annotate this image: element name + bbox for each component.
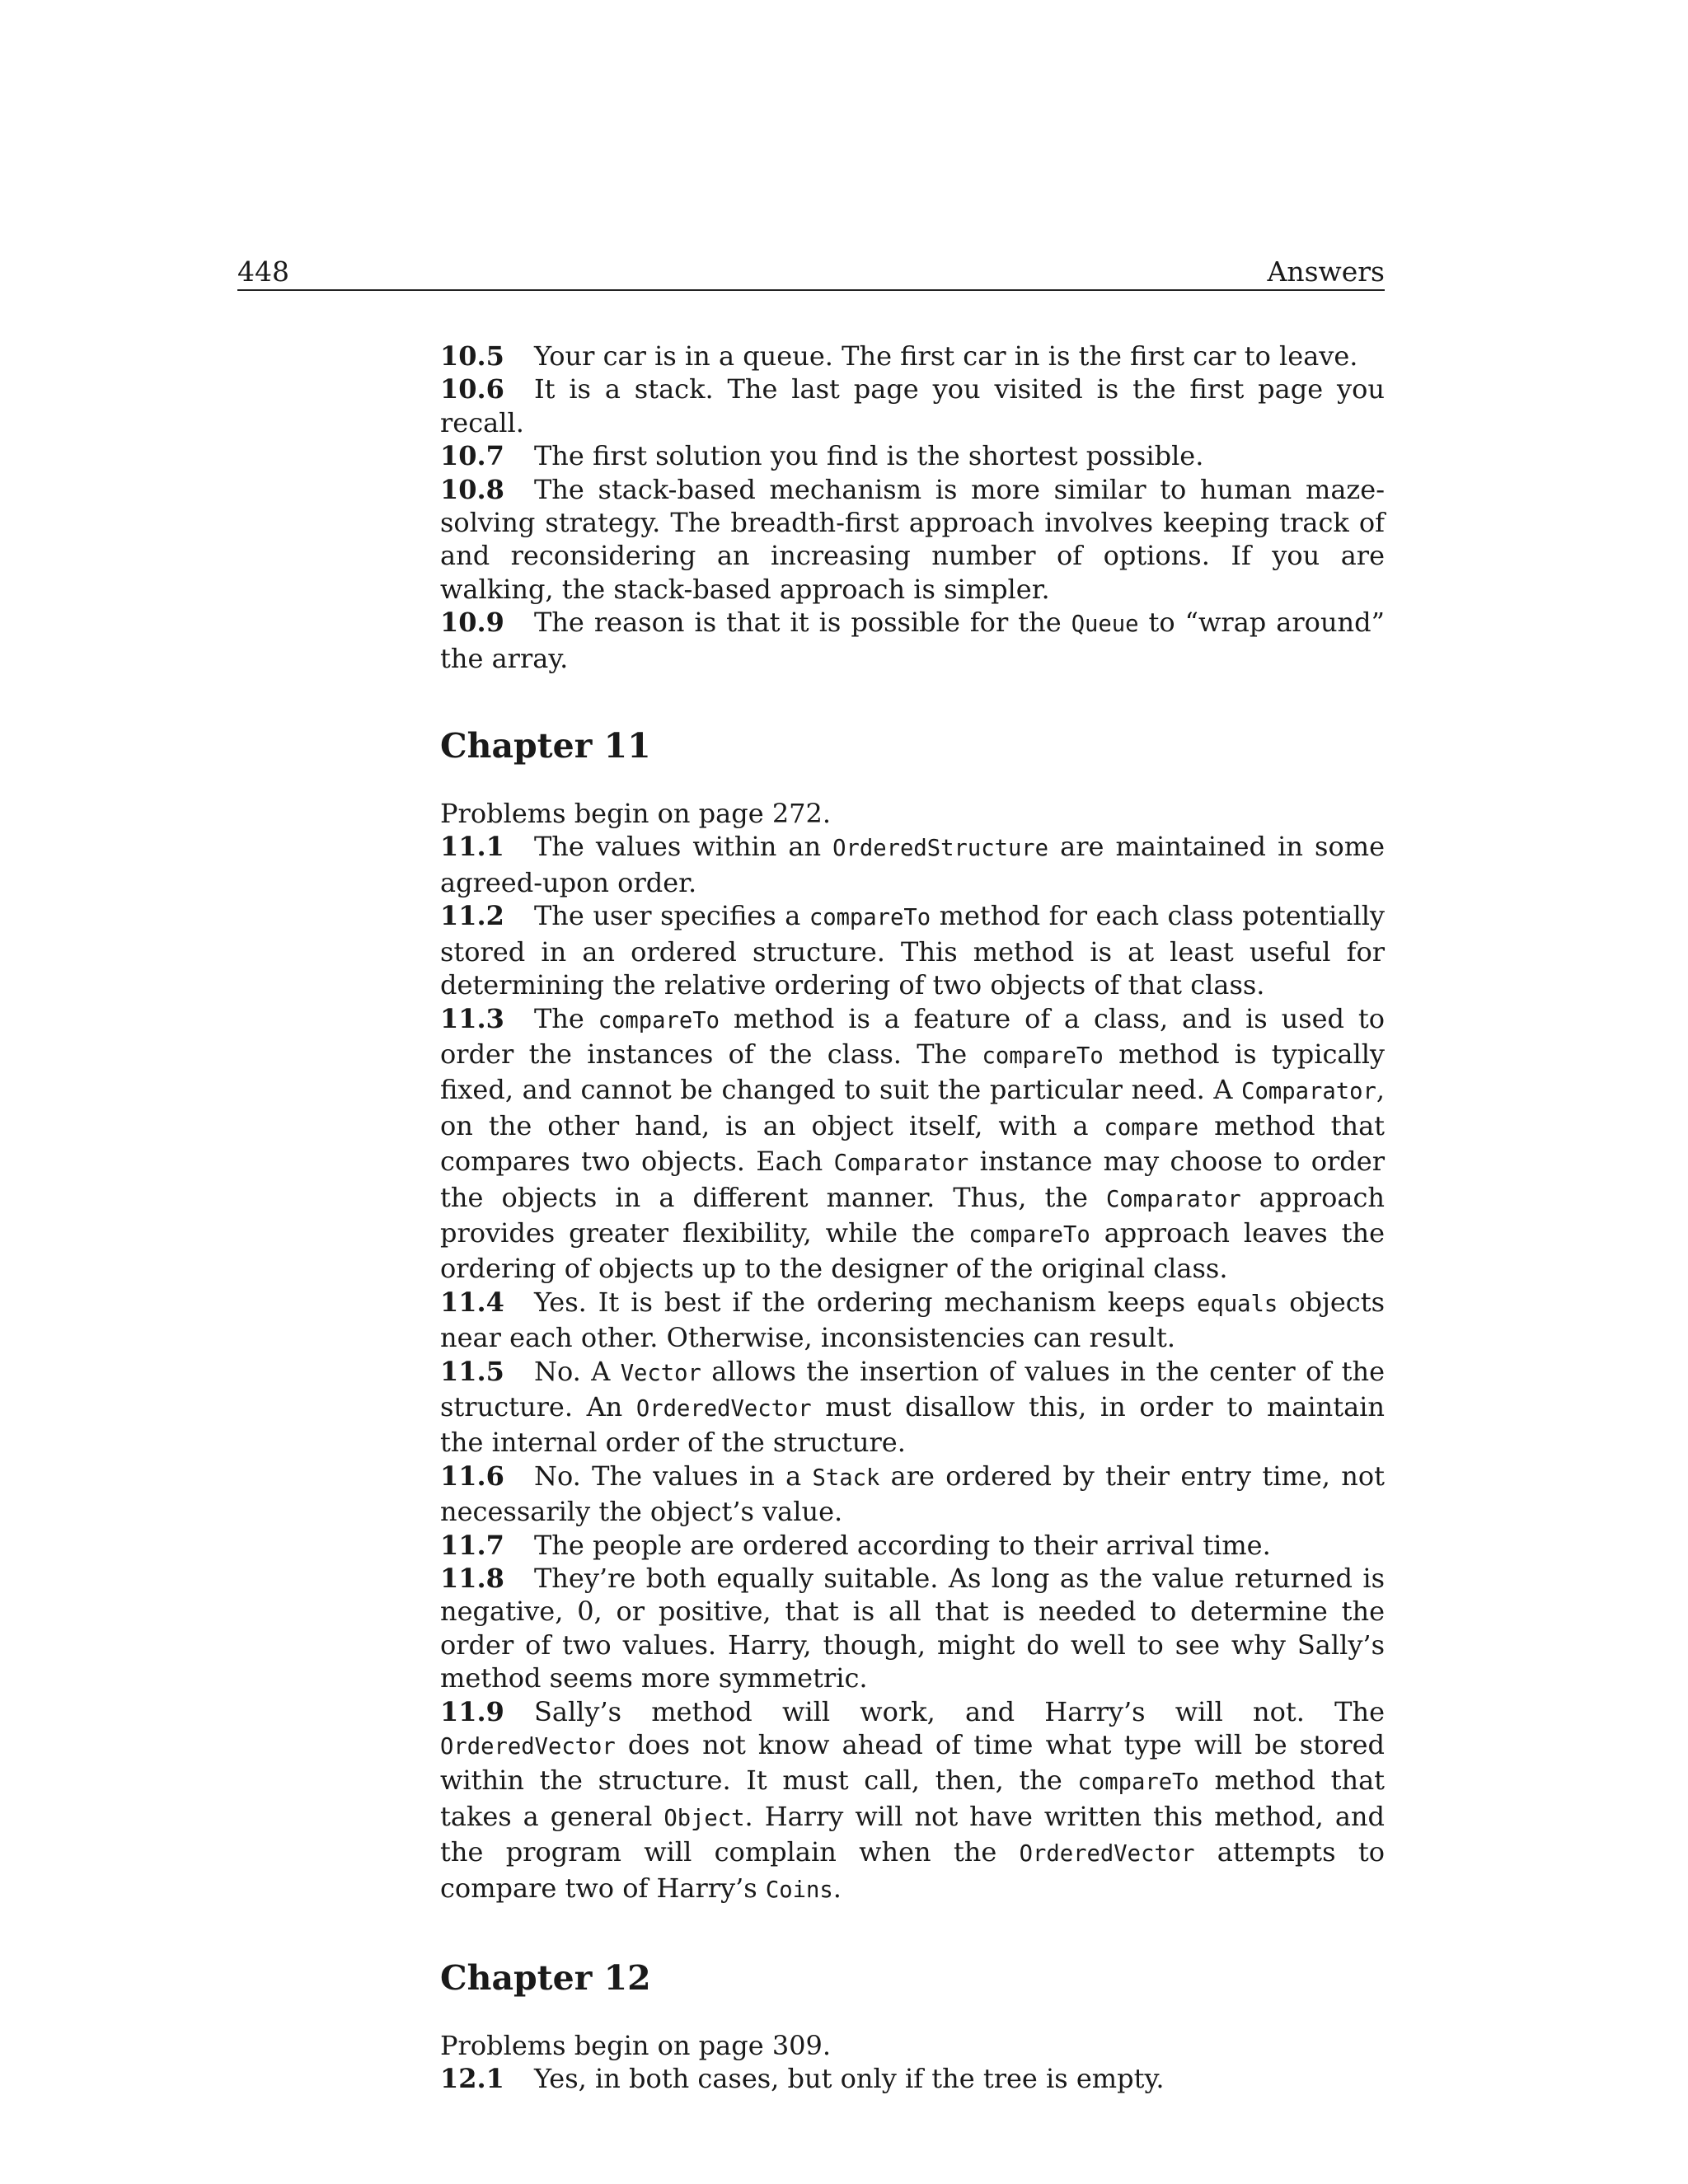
page-body [440,340,1385,2096]
code-term: equals [1197,1291,1278,1317]
code-term: OrderedStructure [832,836,1049,862]
answer-text: are ordered by their entry time, not necessarily the object’s value. [440,1460,1386,1528]
page-number: 448 [237,255,289,288]
answer-text: The first solution you find is the shortest possible. [533,440,1204,472]
code-term: compareTo [598,1007,720,1033]
chapter-title: Chapter 11 [440,726,651,766]
code-term: Comparator [1106,1186,1241,1212]
answer-text: The people are ordered according to their arrival time. [533,1529,1271,1561]
header-rule [237,289,1385,291]
answer-11-4 [440,1286,1385,1355]
answer-text: Yes, in both cases, but only if the tree is empty. [533,2063,1165,2095]
answer-text: method for each class potentially stored in an ordered structure. This method is at least useful for determining the relative ordering of two objects of that class. [440,900,1386,1001]
code-term: Coins [765,1877,833,1903]
answer-12-1 [440,2062,1385,2095]
answer-10-8 [440,473,1385,607]
answer-text: . Harry will not have written this method, and the program will complain when the [440,1800,1386,1868]
answer-number: 10.6 [440,373,504,405]
answer-text: The values within an [533,831,833,863]
answer-number: 10.7 [440,440,504,472]
answer-text: No. A [533,1355,621,1387]
answer-text: They’re both equally suitable. As long as the value returned is negative, 0, or positive, that is all that is needed to determine the order of two values. Harry, though, might do well to see why Sally’s method seems more symmetric. [440,1563,1385,1694]
answer-number: 10.9 [440,607,504,639]
answer-text: must disallow this, in order to maintain the internal order of the structure. [440,1390,1386,1459]
answer-number: 12.1 [440,2063,504,2095]
answer-number: 11.2 [440,900,504,932]
answer-text: objects near each other. Otherwise, inconsistencies can result. [440,1286,1385,1354]
answer-text: method that takes a general [440,1765,1386,1832]
answer-text: . [832,1872,842,1904]
answer-number: 11.3 [440,1002,504,1034]
answer-text: Yes. It is best if the ordering mechanism keeps [533,1286,1198,1318]
code-term: Queue [1071,612,1139,638]
answer-11-8 [440,1562,1385,1695]
answer-text: method that compares two objects. Each [440,1109,1386,1178]
code-term: Stack [812,1465,880,1491]
chapter-intro: Problems begin on page 272. [440,798,832,830]
answer-text: The user specifies a [533,900,809,932]
answer-text: It is a stack. The last page you visited is the first page you recall. [440,373,1385,438]
answer-text: attempts to compare two of Harry’s [440,1836,1386,1904]
code-term: compareTo [1077,1769,1199,1796]
answer-text: The reason is that it is possible for the [533,607,1071,639]
answer-text: Sally’s method will work, and Harry’s will not. The [533,1695,1385,1727]
answer-text: instance may choose to order the objects in a different manner. Thus, the [440,1146,1385,1213]
answer-10-9 [440,606,1385,675]
code-term: Comparator [1241,1079,1376,1105]
answer-text: The [533,1002,598,1034]
answer-number: 11.5 [440,1355,504,1387]
code-term: OrderedVector [440,1734,616,1760]
answer-11-2 [440,899,1385,1001]
code-term: compareTo [982,1043,1104,1069]
answer-text: approach provides greater flexibility, while the [440,1181,1386,1249]
answer-11-5 [440,1355,1385,1460]
code-term: OrderedVector [1019,1841,1195,1868]
answer-text: approach leaves the ordering of objects up to the designer of the original class. [440,1216,1386,1285]
code-term: Vector [620,1360,701,1386]
chapter-title: Chapter 12 [440,1958,651,1999]
answer-11-7 [440,1529,1385,1562]
answer-text: allows the insertion of values in the center of the structure. An [440,1355,1386,1422]
answer-text: does not know ahead of time what type will be stored within the structure. It must call, then, the [440,1729,1385,1797]
answer-text: , on the other hand, is an object itself, with a [440,1074,1385,1141]
answer-number: 11.9 [440,1695,504,1727]
answer-text: No. The values in a [533,1460,813,1492]
answer-number: 11.8 [440,1563,504,1594]
code-term: compareTo [968,1221,1090,1248]
answer-10-7 [440,439,1385,472]
code-term: Comparator [833,1151,969,1177]
answer-text: are maintained in some agreed-upon order. [440,831,1385,898]
answer-11-9 [440,1695,1385,1907]
running-title: Answers [1267,255,1385,288]
answer-number: 10.8 [440,473,504,505]
code-term: compareTo [809,905,931,931]
answer-11-3 [440,1002,1385,1286]
answer-11-1 [440,830,1385,899]
answer-10-6 [440,373,1385,439]
answer-text: method is typically fixed, and cannot be changed to suit the particular need. A [440,1038,1386,1106]
answer-text: method is a feature of a class, and is used to order the instances of the class. The [440,1002,1386,1070]
code-term: OrderedVector [635,1395,812,1422]
answer-10-5 [440,340,1385,373]
answer-text: The stack-based mechanism is more similar to human maze-solving strategy. The breadth-first approach involves keeping track of and reconsidering an increasing number of options. If you are walking, the stack-based approach is simpler. [440,473,1385,605]
answer-text: to “wrap around” the array. [440,607,1386,674]
answer-number: 10.5 [440,340,504,372]
answer-number: 11.6 [440,1460,504,1492]
running-head [237,252,1385,292]
answer-number: 11.7 [440,1529,504,1561]
answer-11-6 [440,1460,1385,1529]
code-term: Object [663,1805,745,1831]
answer-number: 11.1 [440,831,504,863]
code-term: compare [1104,1114,1199,1141]
answer-text: Your car is in a queue. The first car in is the first car to leave. [533,340,1358,372]
chapter-intro: Problems begin on page 309. [440,2030,832,2062]
answer-number: 11.4 [440,1286,504,1318]
